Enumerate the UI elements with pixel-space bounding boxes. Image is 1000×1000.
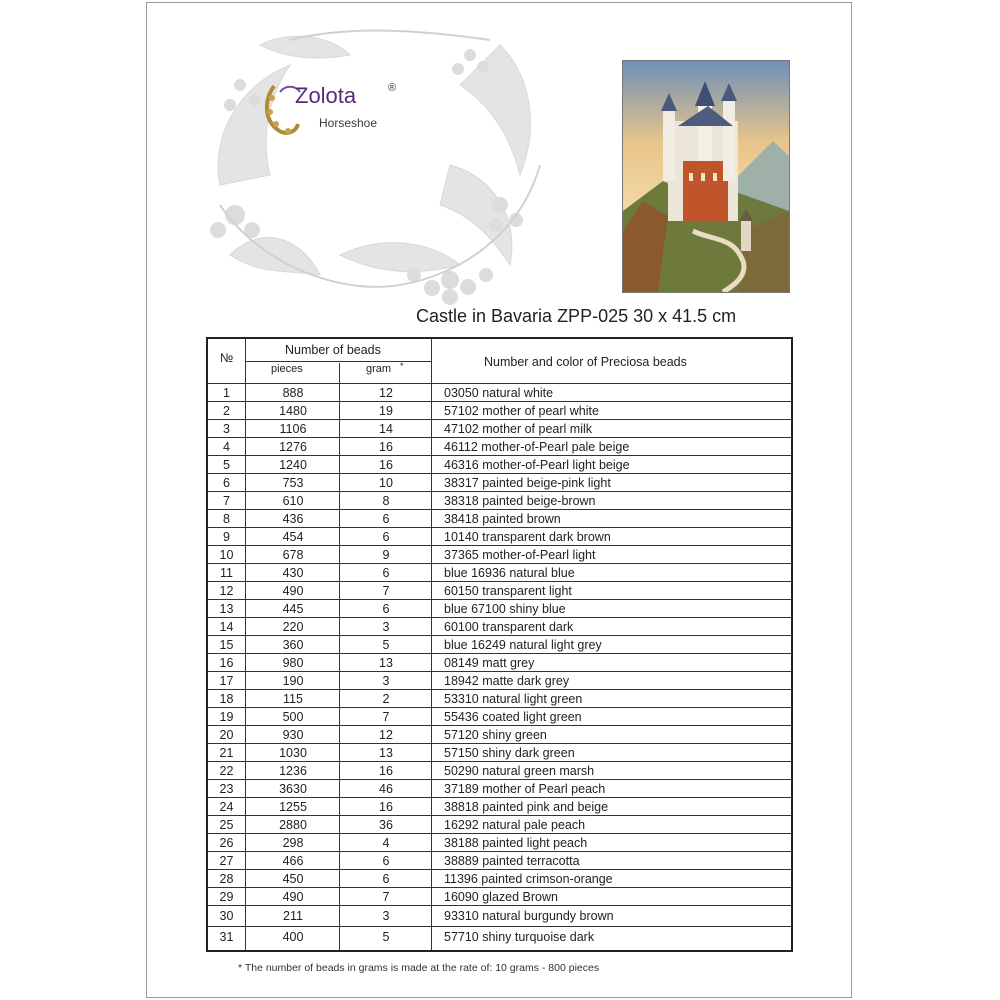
row-number: 8 bbox=[223, 512, 230, 526]
row-bead-color: 57150 shiny dark green bbox=[444, 746, 575, 760]
table-row bbox=[208, 725, 791, 744]
row-number: 18 bbox=[219, 692, 234, 706]
row-number: 28 bbox=[219, 872, 234, 886]
row-grams: 7 bbox=[382, 584, 390, 598]
row-grams: 16 bbox=[379, 800, 393, 814]
row-pieces: 980 bbox=[282, 656, 304, 670]
table-row bbox=[208, 851, 791, 870]
row-grams: 6 bbox=[382, 854, 390, 868]
row-bead-color: 38188 painted light peach bbox=[444, 836, 588, 850]
row-pieces: 430 bbox=[282, 566, 304, 580]
row-number: 20 bbox=[219, 728, 234, 742]
row-grams: 3 bbox=[382, 909, 390, 924]
row-bead-color: blue 16936 natural blue bbox=[444, 566, 575, 580]
row-grams: 5 bbox=[382, 638, 390, 652]
table-row bbox=[208, 401, 791, 420]
row-pieces: 211 bbox=[283, 909, 303, 924]
row-pieces: 1480 bbox=[279, 404, 307, 418]
row-bead-color: 60150 transparent light bbox=[444, 584, 572, 598]
row-grams: 16 bbox=[379, 440, 393, 454]
row-grams: 6 bbox=[382, 566, 390, 580]
row-number: 26 bbox=[219, 836, 234, 850]
table-row bbox=[208, 707, 791, 726]
row-pieces: 930 bbox=[282, 728, 304, 742]
table-row bbox=[208, 581, 791, 600]
row-grams: 6 bbox=[382, 530, 390, 544]
table-row bbox=[208, 635, 791, 654]
row-pieces: 2880 bbox=[279, 818, 307, 832]
row-bead-color: 38818 painted pink and beige bbox=[444, 800, 609, 814]
row-grams: 14 bbox=[379, 422, 393, 436]
row-pieces: 500 bbox=[282, 710, 304, 724]
row-pieces: 1030 bbox=[279, 746, 307, 760]
row-bead-color: blue 16249 natural light grey bbox=[444, 638, 602, 652]
row-bead-color: 18942 matte dark grey bbox=[444, 674, 570, 688]
row-bead-color: 38317 painted beige-pink light bbox=[444, 476, 611, 490]
row-pieces: 450 bbox=[282, 872, 304, 886]
row-pieces: 220 bbox=[282, 620, 304, 634]
header-gram: gram bbox=[366, 363, 392, 375]
row-number: 13 bbox=[219, 602, 234, 616]
row-pieces: 678 bbox=[282, 548, 304, 562]
row-grams: 6 bbox=[382, 872, 390, 886]
row-number: 17 bbox=[219, 674, 234, 688]
row-bead-color: 46316 mother-of-Pearl light beige bbox=[444, 458, 630, 472]
row-grams: 13 bbox=[379, 656, 393, 670]
table-row bbox=[208, 545, 791, 564]
row-bead-color: 37365 mother-of-Pearl light bbox=[444, 548, 596, 562]
row-pieces: 610 bbox=[282, 494, 304, 508]
row-grams: 8 bbox=[382, 494, 390, 508]
table-row bbox=[208, 905, 791, 927]
row-bead-color: 46112 mother-of-Pearl pale beige bbox=[444, 440, 630, 454]
row-grams: 12 bbox=[379, 386, 393, 400]
row-bead-color: blue 67100 shiny blue bbox=[444, 602, 566, 616]
row-pieces: 888 bbox=[282, 386, 304, 400]
table-row bbox=[208, 926, 791, 948]
header-gram-asterisk: * bbox=[400, 361, 404, 371]
row-number: 27 bbox=[219, 854, 234, 868]
row-bead-color: 10140 transparent dark brown bbox=[444, 530, 611, 544]
floral-ornament bbox=[200, 25, 560, 310]
row-number: 24 bbox=[219, 800, 234, 814]
table-row bbox=[208, 491, 791, 510]
row-pieces: 454 bbox=[282, 530, 304, 544]
row-pieces: 1236 bbox=[279, 764, 307, 778]
row-bead-color: 53310 natural light green bbox=[444, 692, 583, 706]
row-pieces: 490 bbox=[282, 584, 304, 598]
row-number: 29 bbox=[219, 890, 234, 904]
row-number: 9 bbox=[223, 530, 230, 544]
row-number: 21 bbox=[219, 746, 234, 760]
row-bead-color: 03050 natural white bbox=[444, 386, 554, 400]
header-pieces: pieces bbox=[271, 363, 303, 375]
row-grams: 3 bbox=[382, 620, 390, 634]
header-number-of-beads: Number of beads bbox=[285, 343, 381, 357]
pattern-title: Castle in Bavaria ZPP-025 30 x 41.5 cm bbox=[416, 306, 737, 326]
row-number: 7 bbox=[223, 494, 230, 508]
row-bead-color: 55436 coated light green bbox=[444, 710, 582, 724]
row-bead-color: 57102 mother of pearl white bbox=[444, 404, 599, 418]
table-row bbox=[208, 437, 791, 456]
table-row bbox=[208, 563, 791, 582]
brand-name: Zolota bbox=[295, 83, 357, 108]
row-grams: 16 bbox=[379, 458, 393, 472]
row-number: 3 bbox=[223, 422, 230, 436]
row-grams: 5 bbox=[382, 929, 390, 944]
table-row bbox=[208, 671, 791, 690]
table-row bbox=[208, 383, 791, 402]
table-row bbox=[208, 779, 791, 798]
row-number: 25 bbox=[219, 818, 234, 832]
beads-table bbox=[206, 337, 793, 952]
row-bead-color: 50290 natural green marsh bbox=[444, 764, 595, 778]
row-grams: 36 bbox=[379, 818, 393, 832]
table-row bbox=[208, 617, 791, 636]
row-bead-color: 60100 transparent dark bbox=[444, 620, 574, 634]
row-number: 2 bbox=[223, 404, 230, 418]
table-row bbox=[208, 761, 791, 780]
row-bead-color: 38318 painted beige-brown bbox=[444, 494, 596, 508]
row-grams: 12 bbox=[379, 728, 393, 742]
row-pieces: 490 bbox=[282, 890, 304, 904]
row-grams: 7 bbox=[382, 710, 390, 724]
row-number: 6 bbox=[223, 476, 230, 490]
row-bead-color: 38418 painted brown bbox=[444, 512, 561, 526]
castle-image bbox=[623, 61, 789, 292]
row-grams: 13 bbox=[379, 746, 393, 760]
row-pieces: 1106 bbox=[279, 422, 307, 436]
table-row bbox=[208, 509, 791, 528]
table-row bbox=[208, 833, 791, 852]
row-number: 31 bbox=[219, 929, 234, 944]
row-grams: 10 bbox=[379, 476, 393, 490]
row-pieces: 115 bbox=[283, 692, 303, 706]
table-row bbox=[208, 419, 791, 438]
row-bead-color: 37189 mother of Pearl peach bbox=[444, 782, 606, 796]
row-grams: 9 bbox=[382, 548, 390, 562]
row-bead-color: 11396 painted crimson-orange bbox=[444, 872, 613, 886]
row-grams: 19 bbox=[379, 404, 393, 418]
row-bead-color: 93310 natural burgundy brown bbox=[444, 909, 614, 924]
row-bead-color: 47102 mother of pearl milk bbox=[444, 422, 592, 436]
table-row bbox=[208, 599, 791, 618]
row-pieces: 400 bbox=[282, 929, 304, 944]
row-grams: 4 bbox=[382, 836, 390, 850]
row-pieces: 1240 bbox=[279, 458, 307, 472]
row-grams: 6 bbox=[382, 602, 390, 616]
row-number: 12 bbox=[219, 584, 234, 598]
header-number: № bbox=[220, 351, 234, 365]
row-bead-color: 57710 shiny turquoise dark bbox=[444, 929, 595, 944]
row-bead-color: 08149 matt grey bbox=[444, 656, 535, 670]
row-pieces: 445 bbox=[282, 602, 304, 616]
row-grams: 3 bbox=[382, 674, 390, 688]
row-pieces: 1276 bbox=[279, 440, 307, 454]
row-pieces: 1255 bbox=[279, 800, 307, 814]
row-grams: 46 bbox=[379, 782, 393, 796]
row-grams: 7 bbox=[382, 890, 390, 904]
row-pieces: 753 bbox=[282, 476, 304, 490]
castle-picture bbox=[622, 60, 790, 293]
row-pieces: 190 bbox=[282, 674, 304, 688]
table-row bbox=[208, 653, 791, 672]
row-pieces: 360 bbox=[282, 638, 304, 652]
row-number: 15 bbox=[219, 638, 234, 652]
table-row bbox=[208, 527, 791, 546]
table-row bbox=[208, 887, 791, 906]
row-number: 22 bbox=[219, 764, 234, 778]
brand-subtitle: Horseshoe bbox=[319, 116, 378, 130]
row-number: 4 bbox=[223, 440, 230, 454]
row-number: 14 bbox=[219, 620, 234, 634]
table-row bbox=[208, 815, 791, 834]
row-pieces: 298 bbox=[282, 836, 304, 850]
table-row bbox=[208, 797, 791, 816]
table-row bbox=[208, 689, 791, 708]
row-number: 5 bbox=[223, 458, 230, 472]
row-number: 11 bbox=[220, 566, 233, 580]
row-number: 23 bbox=[219, 782, 234, 796]
row-grams: 2 bbox=[382, 692, 390, 706]
registered-mark: ® bbox=[388, 82, 397, 94]
row-pieces: 3630 bbox=[279, 782, 307, 796]
table-row bbox=[208, 473, 791, 492]
footnote: * The number of beads in grams is made at the rate of: 10 grams - 800 pieces bbox=[238, 962, 600, 974]
header-colors: Number and color of Preciosa beads bbox=[484, 355, 687, 369]
row-pieces: 466 bbox=[282, 854, 304, 868]
table-row bbox=[208, 455, 791, 474]
row-bead-color: 38889 painted terracotta bbox=[444, 854, 580, 868]
row-pieces: 436 bbox=[282, 512, 304, 526]
row-grams: 6 bbox=[382, 512, 390, 526]
row-bead-color: 57120 shiny green bbox=[444, 728, 547, 742]
row-number: 16 bbox=[219, 656, 234, 670]
row-number: 19 bbox=[219, 710, 234, 724]
row-bead-color: 16090 glazed Brown bbox=[444, 890, 558, 904]
row-number: 1 bbox=[223, 386, 230, 400]
row-number: 30 bbox=[219, 909, 234, 924]
row-grams: 16 bbox=[379, 764, 393, 778]
table-row bbox=[208, 743, 791, 762]
row-number: 10 bbox=[219, 548, 234, 562]
row-bead-color: 16292 natural pale peach bbox=[444, 818, 586, 832]
table-row bbox=[208, 869, 791, 888]
